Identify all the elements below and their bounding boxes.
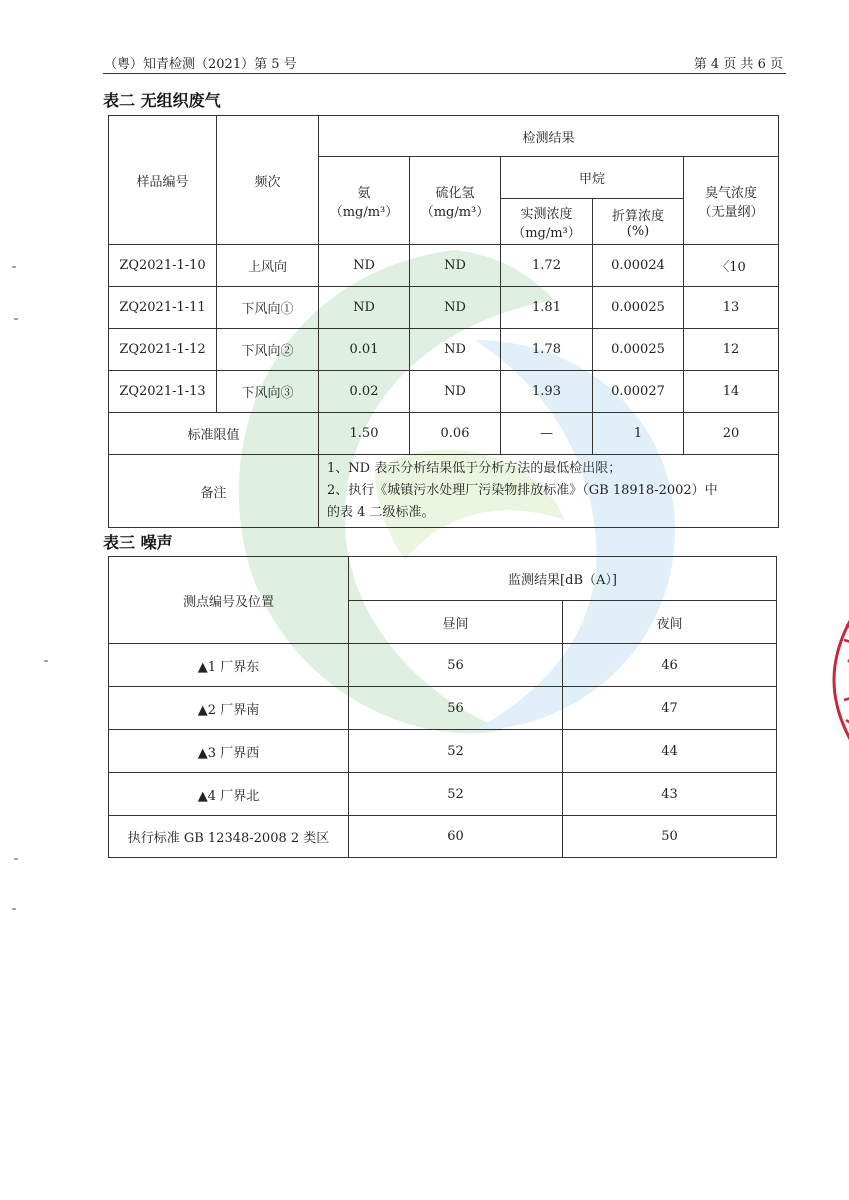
sample-id: ZQ2021-1-13 (109, 371, 217, 413)
night-standard: 50 (563, 816, 777, 858)
col-frequency: 频次 (217, 116, 319, 245)
point-name: ▲4 厂界北 (109, 773, 349, 816)
scan-speck (12, 266, 16, 268)
night-value: 46 (563, 644, 777, 687)
nh3-value: ND (319, 245, 410, 287)
table2-title: 表二 无组织废气 (103, 91, 221, 110)
day-value: 56 (349, 644, 563, 687)
ch4pct-value: 0.00027 (593, 371, 684, 413)
nh3-value: 0.02 (319, 371, 410, 413)
nh3-value: ND (319, 287, 410, 329)
ch4pct-value: 0.00025 (593, 287, 684, 329)
h2s-value: ND (410, 287, 501, 329)
odor-value: 12 (684, 329, 779, 371)
table-row (109, 730, 777, 773)
odor-value: 14 (684, 371, 779, 413)
night-value: 43 (563, 773, 777, 816)
frequency: 上风向 (217, 245, 319, 287)
night-value: 44 (563, 730, 777, 773)
header-divider (103, 73, 786, 74)
day-value: 56 (349, 687, 563, 730)
note-line-3: 的表 4 二级标准。 (327, 505, 435, 520)
table-row (109, 371, 779, 413)
ch4-value: 1.93 (501, 371, 593, 413)
noise-table (108, 556, 777, 858)
limit-row (109, 413, 779, 455)
col-h2s (410, 157, 501, 245)
report-number: （粤）知青检测（2021）第 5 号 (104, 57, 297, 72)
note-line-2: 2、执行《城镇污水处理厂污染物排放标准》（GB 18918-2002）中 (327, 483, 718, 498)
day-value: 52 (349, 773, 563, 816)
ch4pct-value: 0.00024 (593, 245, 684, 287)
sample-id: ZQ2021-1-12 (109, 329, 217, 371)
col-nh3 (319, 157, 410, 245)
h2s-value: ND (410, 245, 501, 287)
limit-label: 标准限值 (109, 413, 319, 455)
col-h2s-label: 硫化氢 (435, 185, 475, 201)
h2s-value: ND (410, 329, 501, 371)
fugitive-gas-table (108, 115, 779, 528)
point-name: ▲1 厂界东 (109, 644, 349, 687)
ch4pct-value: 0.00025 (593, 329, 684, 371)
col-point: 测点编号及位置 (109, 557, 349, 644)
table-row (109, 245, 779, 287)
page-info: 第 4 页 共 6 页 (693, 57, 783, 72)
night-value: 47 (563, 687, 777, 730)
col-results: 检测结果 (319, 116, 779, 157)
col-noise-result: 监测结果[dB（A）] (349, 557, 777, 601)
scan-speck (14, 318, 18, 320)
ch4-value: 1.78 (501, 329, 593, 371)
ch4-limit: — (501, 413, 593, 455)
table3-title: 表三 噪声 (103, 533, 173, 552)
table-row (109, 773, 777, 816)
col-odor-label: 臭气浓度 (705, 185, 758, 201)
ch4-value: 1.81 (501, 287, 593, 329)
notes-row (109, 455, 779, 528)
standard-label: 执行标准 GB 12348-2008 2 类区 (109, 816, 349, 858)
scan-speck (12, 908, 16, 910)
col-night: 夜间 (563, 601, 777, 644)
col-ch4-measured (501, 199, 593, 245)
odor-limit: 20 (684, 413, 779, 455)
h2s-limit: 0.06 (410, 413, 501, 455)
col-ch4-converted-unit: (%) (626, 223, 650, 239)
ch4pct-limit: 1 (593, 413, 684, 455)
col-odor (684, 157, 779, 245)
table-row (109, 644, 777, 687)
h2s-value: ND (410, 371, 501, 413)
nh3-value: 0.01 (319, 329, 410, 371)
point-name: ▲3 厂界西 (109, 730, 349, 773)
notes-content (319, 455, 779, 528)
ch4-value: 1.72 (501, 245, 593, 287)
nh3-limit: 1.50 (319, 413, 410, 455)
col-sample-id: 样品编号 (109, 116, 217, 245)
odor-value: 〈10 (684, 245, 779, 287)
table-header-row (109, 557, 777, 601)
seal-stamp (824, 580, 849, 780)
col-nh3-unit: （mg/m³） (329, 204, 399, 220)
table-row (109, 287, 779, 329)
point-name: ▲2 厂界南 (109, 687, 349, 730)
table-row (109, 687, 777, 730)
col-methane: 甲烷 (501, 157, 684, 199)
note-line-1: 1、ND 表示分析结果低于分析方法的最低检出限； (327, 461, 622, 476)
sample-id: ZQ2021-1-11 (109, 287, 217, 329)
col-h2s-unit: （mg/m³） (420, 204, 490, 220)
notes-label: 备注 (109, 455, 319, 528)
odor-value: 13 (684, 287, 779, 329)
frequency: 下风向① (217, 287, 319, 329)
frequency: 下风向② (217, 329, 319, 371)
day-value: 52 (349, 730, 563, 773)
col-ch4-measured-label: 实测浓度 (520, 206, 573, 222)
scan-speck (44, 660, 48, 662)
col-day: 昼间 (349, 601, 563, 644)
table-header-row (109, 116, 779, 157)
col-ch4-converted-label: 折算浓度 (611, 208, 664, 224)
col-nh3-label: 氨 (357, 185, 371, 201)
col-ch4-converted (593, 199, 684, 245)
scan-speck (14, 858, 18, 860)
table-row (109, 329, 779, 371)
day-standard: 60 (349, 816, 563, 858)
sample-id: ZQ2021-1-10 (109, 245, 217, 287)
standard-row (109, 816, 777, 858)
col-ch4-measured-unit: （mg/m³） (512, 225, 581, 241)
col-odor-unit: （无量纲） (698, 204, 764, 220)
frequency: 下风向③ (217, 371, 319, 413)
